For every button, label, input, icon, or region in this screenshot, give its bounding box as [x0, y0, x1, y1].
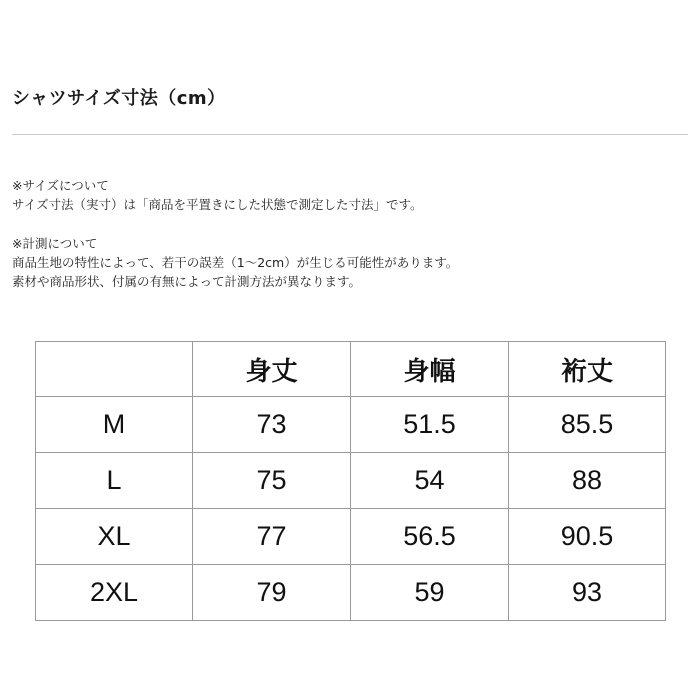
table-header-row	[36, 342, 666, 397]
table-row	[36, 509, 666, 565]
body-width-cell: 51.5	[351, 397, 509, 453]
measurement-note-text: 素材や商品形状、付属の有無によって計測方法が異なります。	[12, 274, 362, 289]
body-width-cell: 59	[351, 565, 509, 621]
measurement-note-text: 商品生地の特性によって、若干の誤差（1～2cm）が生じる可能性があります。	[12, 255, 459, 270]
sleeve-length-cell: 93	[509, 565, 666, 621]
body-length-cell: 79	[193, 565, 351, 621]
size-note-text: サイズ寸法（実寸）は「商品を平置きにした状態で測定した寸法」です。	[12, 197, 423, 212]
table-row	[36, 453, 666, 509]
page-title: シャツサイズ寸法（cm）	[12, 88, 226, 109]
body-width-cell: 56.5	[351, 509, 509, 565]
size-label-cell: L	[36, 453, 193, 509]
notes-section	[12, 176, 458, 311]
header-body-length: 身丈	[193, 342, 351, 397]
header-body-width: 身幅	[351, 342, 509, 397]
size-label-cell: XL	[36, 509, 193, 565]
body-length-cell: 73	[193, 397, 351, 453]
sleeve-length-cell: 85.5	[509, 397, 666, 453]
header-sleeve-length: 裄丈	[509, 342, 666, 397]
size-label-cell: M	[36, 397, 193, 453]
measurement-note-heading: ※計測について	[12, 236, 98, 251]
size-note	[12, 176, 458, 214]
size-label-cell: 2XL	[36, 565, 193, 621]
table-row	[36, 397, 666, 453]
header-corner-cell	[36, 342, 193, 397]
measurement-note	[12, 234, 458, 291]
body-length-cell: 75	[193, 453, 351, 509]
size-note-heading: ※サイズについて	[12, 178, 109, 193]
sleeve-length-cell: 90.5	[509, 509, 666, 565]
size-table	[35, 341, 666, 621]
divider	[12, 134, 688, 135]
table-row	[36, 565, 666, 621]
sleeve-length-cell: 88	[509, 453, 666, 509]
body-width-cell: 54	[351, 453, 509, 509]
body-length-cell: 77	[193, 509, 351, 565]
